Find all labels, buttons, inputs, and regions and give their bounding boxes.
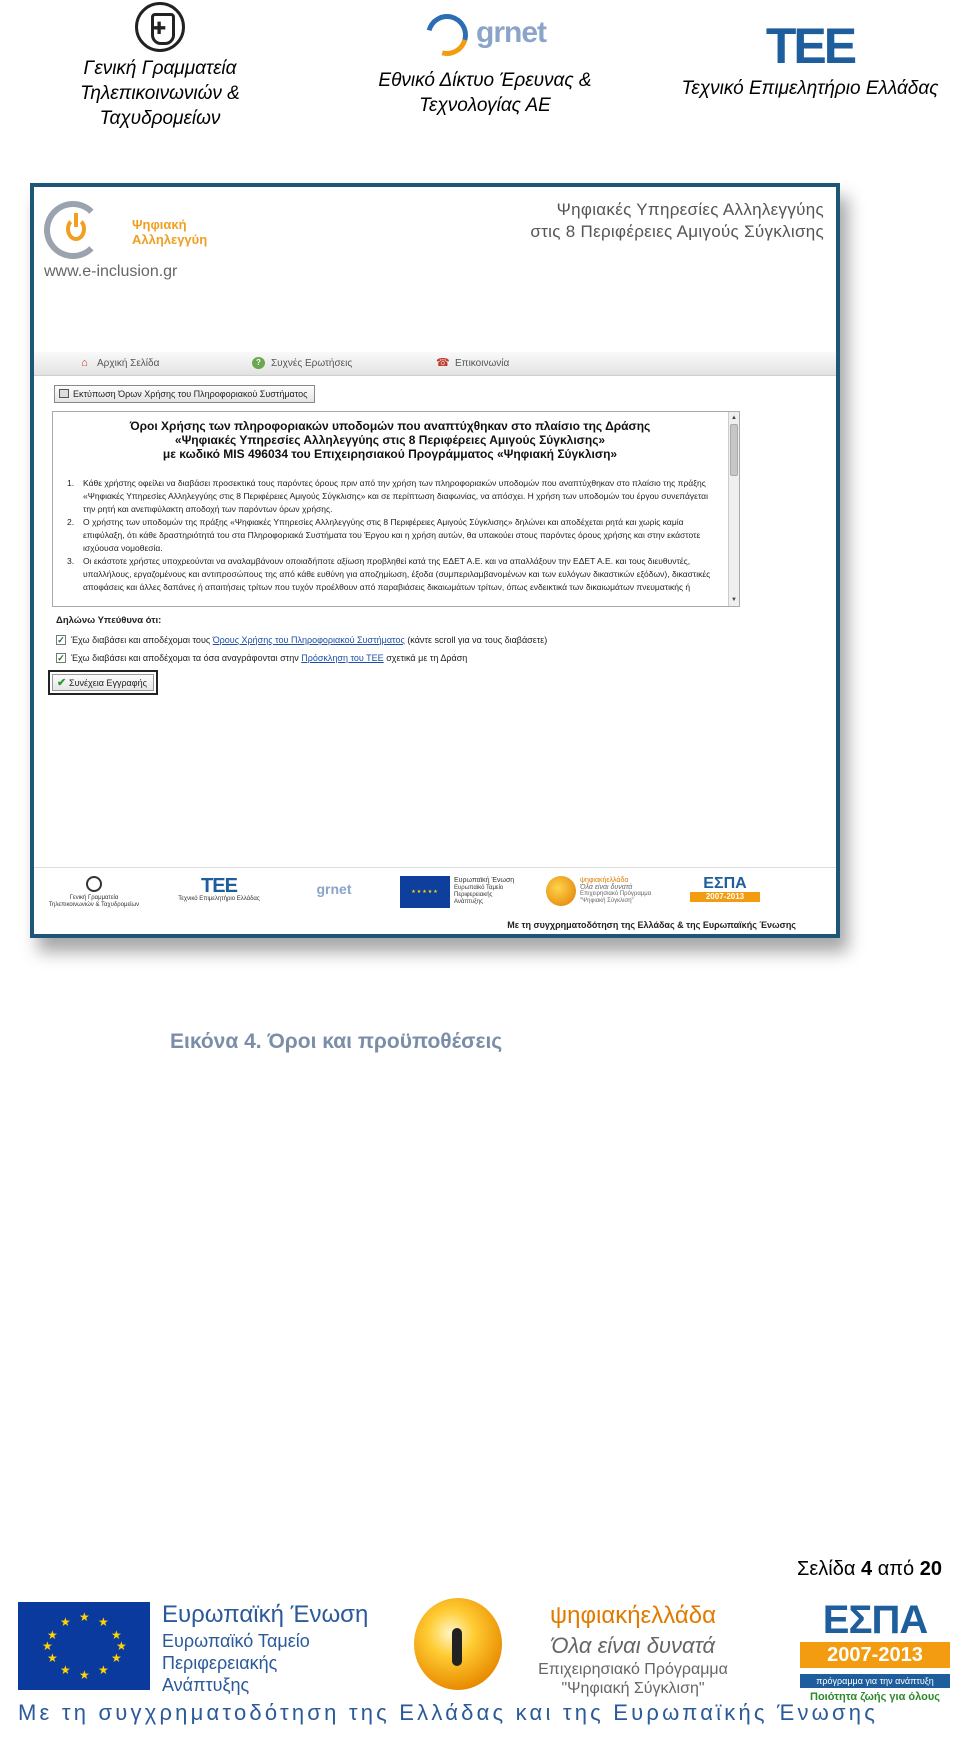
accept-terms-post: (κάντε scroll για να τους διαβάσετε): [404, 635, 548, 645]
page-number-current: 4: [861, 1558, 873, 1580]
terms-scroll-box[interactable]: [52, 411, 740, 607]
footer-digital-slogan: Όλα είναι δυνατά: [580, 884, 633, 891]
accept-invitation-row: [56, 653, 467, 663]
eu-star-icon: ★: [79, 1668, 90, 1682]
site-nav: [34, 352, 836, 376]
printer-icon: [59, 389, 69, 398]
espa-motto: πρόγραμμα για την ανάπτυξη: [800, 1674, 950, 1688]
terms-item-number: 1.: [67, 478, 75, 488]
eu-flag-icon: ★★★★★: [400, 876, 450, 908]
cofunding-line: Με τη συγχρηματοδότηση της Ελλάδας και της Ευρωπαϊκής Ένωσης: [18, 1700, 879, 1725]
continue-registration-label: Συνέχεια Εγγραφής: [69, 678, 147, 688]
terms-item-number: 2.: [67, 517, 75, 527]
page-number-prefix: Σελίδα: [797, 1558, 862, 1580]
footer-tee-logo: TEE: [201, 875, 237, 897]
eu-star-icon: ★: [98, 1663, 109, 1677]
footer-digital: [546, 876, 676, 906]
eu-fund-line3: Ανάπτυξης: [162, 1675, 250, 1695]
accept-invitation-label: [71, 653, 467, 663]
footer-eu-block: [400, 876, 530, 908]
gsp-line2: Τηλεπικοινωνιών &: [80, 83, 240, 104]
print-terms-label: Εκτύπωση Όρων Χρήσης του Πληροφοριακού Συστήματος: [73, 389, 308, 399]
footer-cofund: Με τη συγχρηματοδότηση της Ελλάδας & της Ευρωπαϊκής Ένωσης: [507, 920, 796, 930]
grnet-line2: Τεχνολογίας ΑΕ: [419, 95, 551, 116]
nav-faq[interactable]: [252, 357, 352, 369]
digital-greece-icon: [414, 1598, 502, 1690]
site-brand: [132, 217, 207, 247]
print-terms-button[interactable]: [54, 385, 315, 403]
eu-fund-line2: Περιφερειακής: [162, 1653, 278, 1673]
espa-logo: [800, 1600, 950, 1704]
footer-gsp-line2: Τηλεπικοινωνιών & Ταχυδρομείων: [48, 902, 140, 908]
program-line2: "Ψηφιακή Σύγκλιση": [561, 1680, 705, 1697]
header-gsp: [40, 0, 280, 131]
grnet-line1: Εθνικό Δίκτυο Έρευνας &: [378, 70, 592, 91]
invitation-link[interactable]: Πρόσκληση του ΤΕΕ: [301, 653, 384, 663]
footer-digital-brand: ψηφιακήελλάδα: [580, 877, 629, 884]
tee-logo: TEE: [765, 18, 855, 74]
footer-digital-block: [546, 876, 676, 906]
terms-item: [67, 555, 715, 594]
check-icon: ✔: [57, 677, 67, 689]
scroll-down-icon[interactable]: ▼: [731, 597, 737, 603]
greek-seal-icon: [135, 2, 185, 52]
footer-eu: [400, 876, 530, 908]
espa-quality: Ποιότητα ζωής για όλους: [810, 1691, 940, 1703]
accept-terms-row: [56, 635, 547, 645]
eu-star-icon: ★: [98, 1615, 109, 1629]
terms-list: [67, 477, 725, 594]
site-title: [424, 199, 824, 243]
eu-star-icon: ★: [116, 1639, 127, 1653]
eu-text: [162, 1600, 392, 1696]
brand-line1: Ψηφιακή: [132, 217, 187, 232]
site-title-line2: στις 8 Περιφέρειες Αμιγούς Σύγκλισης: [530, 222, 824, 241]
nav-contact-label: Επικοινωνία: [455, 357, 510, 369]
terms-item: [67, 477, 715, 516]
grnet-logo-text: grnet: [476, 16, 546, 49]
continue-registration-button[interactable]: [48, 670, 158, 695]
footer-tee-name: Τεχνικό Επιμελητήριο Ελλάδας: [178, 896, 260, 902]
accept-invitation-post: σχετικά με τη Δράση: [383, 653, 468, 663]
brand-line2: Αλληλεγγύη: [132, 232, 208, 247]
scroll-up-icon[interactable]: ▲: [731, 415, 737, 421]
accept-terms-pre: Έχω διαβάσει και αποδέχομαι τους: [71, 635, 213, 645]
footer-espa: [690, 876, 760, 902]
terms-heading-line1: Όροι Χρήσης των πληροφοριακών υποδομών που αναπτύχθηκαν στο πλαίσιο της Δράσης: [129, 419, 651, 433]
scroll-thumb[interactable]: [730, 424, 738, 476]
eu-star-icon: ★: [60, 1615, 71, 1629]
accept-invitation-checkbox[interactable]: ✓: [57, 653, 65, 663]
terms-item: [67, 516, 715, 555]
footer-grnet: [284, 876, 384, 902]
gsp-line3: Ταχυδρομείων: [99, 108, 221, 129]
terms-heading-line3: με κωδικό MIS 496034 του Επιχειρησιακού Προγράμματος «Ψηφιακή Σύγκλιση»: [162, 447, 618, 461]
header-tee: [665, 0, 955, 101]
terms-scrollbar[interactable]: [728, 412, 739, 606]
eu-star-icon: ★: [47, 1628, 58, 1642]
page-number-total: 20: [919, 1558, 942, 1580]
digital-greece-text: [508, 1600, 758, 1698]
footer-grnet-logo: grnet: [316, 881, 352, 897]
digital-brand: ψηφιακήελλάδα: [549, 1602, 717, 1629]
terms-link[interactable]: Όρους Χρήσης του Πληροφοριακού Συστήματος: [212, 635, 405, 645]
footer-espa-logo: [690, 876, 760, 902]
nav-home-label: Αρχική Σελίδα: [97, 357, 160, 369]
terms-item-text: Κάθε χρήστης οφείλει να διαβάσει προσεκτικά τους παρόντες όρους πριν από την χρήση των πληροφοριακών υποδομών που αναπτύχθηκαν στο πλαίσιο της πράξης «Ψηφιακές Υπηρεσίες Αλληλεγγύης στις 8 Περιφέρειες Αμιγούς Σύγκλισης» και σε περίπτωση διαφωνίας, να απόσχει. Η χρήση των υποδομών του έργου συνεπάγεται την ρητή και ανεπιφύλακτη αποδοχή των παρόντων όρων χρήσης.: [83, 478, 708, 514]
document-header: [0, 0, 960, 140]
eu-title: Ευρωπαϊκή Ένωση: [162, 1601, 369, 1628]
tee-line1: Τεχνικό Επιμελητήριο Ελλάδας: [681, 78, 939, 99]
digital-greece-icon: [546, 876, 576, 906]
nav-contact[interactable]: [436, 357, 509, 369]
espa-word: ΕΣΠΑ: [822, 1598, 928, 1642]
footer-eu-line1: Ευρωπαϊκή Ένωση: [454, 877, 515, 884]
accept-terms-checkbox[interactable]: ✓: [57, 635, 65, 645]
terms-heading-line2: «Ψηφιακές Υπηρεσίες Αλληλεγγύης στις 8 Περιφέρειες Αμιγούς Σύγκλισης»: [174, 433, 606, 447]
gsp-line1: Γενική Γραμματεία: [83, 58, 237, 79]
eu-star-icon: ★: [60, 1663, 71, 1677]
espa-years: 2007-2013: [800, 1642, 950, 1668]
site-title-line1: Ψηφιακές Υπηρεσίες Αλληλεγγύης: [556, 200, 824, 219]
accept-invitation-pre: Έχω διαβάσει και αποδέχομαι τα όσα αναγράφονται στην: [71, 653, 302, 663]
accept-terms-label: [71, 635, 547, 645]
footer-eu-line3: Περιφερειακής: [454, 892, 493, 898]
site-logo[interactable]: [42, 197, 208, 267]
page-number-middle: από: [872, 1558, 920, 1580]
declare-title: Δηλώνω Υπεύθυνα ότι:: [56, 615, 162, 626]
eu-star-icon: ★: [111, 1651, 122, 1665]
funding-bar: [0, 1592, 960, 1737]
digital-slogan: Όλα είναι δυνατά: [550, 1633, 716, 1658]
eu-flag-icon: [18, 1602, 150, 1690]
eu-star-icon: ★: [111, 1628, 122, 1642]
footer-eu-line2: Ευρωπαϊκό Ταμείο: [454, 885, 504, 891]
phone-icon: ☎: [436, 357, 450, 369]
nav-faq-label: Συχνές Ερωτήσεις: [271, 357, 353, 369]
terms-heading: [53, 419, 739, 461]
question-icon: ?: [252, 357, 265, 369]
eu-star-icon: ★: [47, 1651, 58, 1665]
home-icon: ⌂: [81, 357, 88, 369]
site-header: [34, 187, 836, 352]
power-icon: [66, 217, 86, 241]
page-number: [797, 1558, 942, 1581]
program-line1: Επιχειρησιακό Πρόγραμμα: [538, 1661, 728, 1678]
terms-item-text: Οι εκάστοτε χρήστες υποχρεούνται να αναλαμβάνουν οποιαδήποτε αξίωση προβληθεί κατά της ΕΔΕΤ Α.Ε. και να απαλλάξουν την ΕΔΕΤ Α.Ε. και τους διευθυντές, υπαλλήλους, εργαζομένους και αντιπροσώπους της από κάθε ευθύνη για αποζημίωση, έξοδα (συμπεριλαμβανομένων και των ευλόγων δικαστικών εξόδων), δικαστικές αποφάσεις και άλλες δαπάνες ή απαιτήσεις τρίτων που τυχόν προέλθουν από παραβιάσεις δικαιωμάτων τρίτων, όπως ενδεικτικά των δικαιωμάτων πνευματικής ή: [83, 556, 711, 592]
grnet-swirl-icon: [418, 6, 475, 63]
footer-digital-prog2: "Ψηφιακή Σύγκλιση": [580, 898, 634, 904]
site-url: www.e-inclusion.gr: [44, 263, 178, 280]
footer-tee: [164, 876, 274, 903]
continue-registration-inner: [52, 674, 154, 691]
footer-digital-text: [580, 877, 651, 905]
terms-screenshot: [30, 183, 840, 938]
terms-item-text: Ο χρήστης των υποδομών της πράξης «Ψηφιακές Υπηρεσίες Αλληλεγγύης στις 8 Περιφέρειες Αμιγούς Σύγκλισης» δηλώνει και αποδέχεται ρητά και χωρίς καμία επιφύλαξη, ότι κάθε δραστηριότητά του στα Πληροφοριακά Συστήματα του Έργου και η χρήση αυτών, θα υπακούει στους παρόντες όρους χρήσης και στην εκάστοτε ισχύουσα νομοθεσία.: [83, 517, 701, 553]
grnet-logo: [420, 8, 550, 62]
footer-digital-prog1: Επιχειρησιακό Πρόγραμμα: [580, 891, 652, 897]
footer-espa-years: 2007-2013: [690, 892, 760, 902]
site-footer: [34, 867, 836, 938]
greek-seal-icon: [86, 876, 102, 892]
eu-star-icon: ★: [79, 1610, 90, 1624]
footer-gsp: [44, 876, 144, 909]
header-grnet: [350, 0, 620, 118]
footer-espa-word: ΕΣΠΑ: [703, 875, 747, 892]
footer-eu-line4: Ανάπτυξης: [454, 899, 484, 905]
terms-item-number: 3.: [67, 556, 75, 566]
nav-home[interactable]: [78, 357, 159, 369]
eu-fund-line1: Ευρωπαϊκό Ταμείο: [162, 1631, 310, 1651]
footer-gsp-line1: Γενική Γραμματεία: [69, 895, 119, 901]
eu-star-icon: ★: [42, 1639, 53, 1653]
footer-eu-text: [454, 876, 514, 906]
figure-caption: Εικόνα 4. Όροι και προϋποθέσεις: [170, 1030, 503, 1053]
